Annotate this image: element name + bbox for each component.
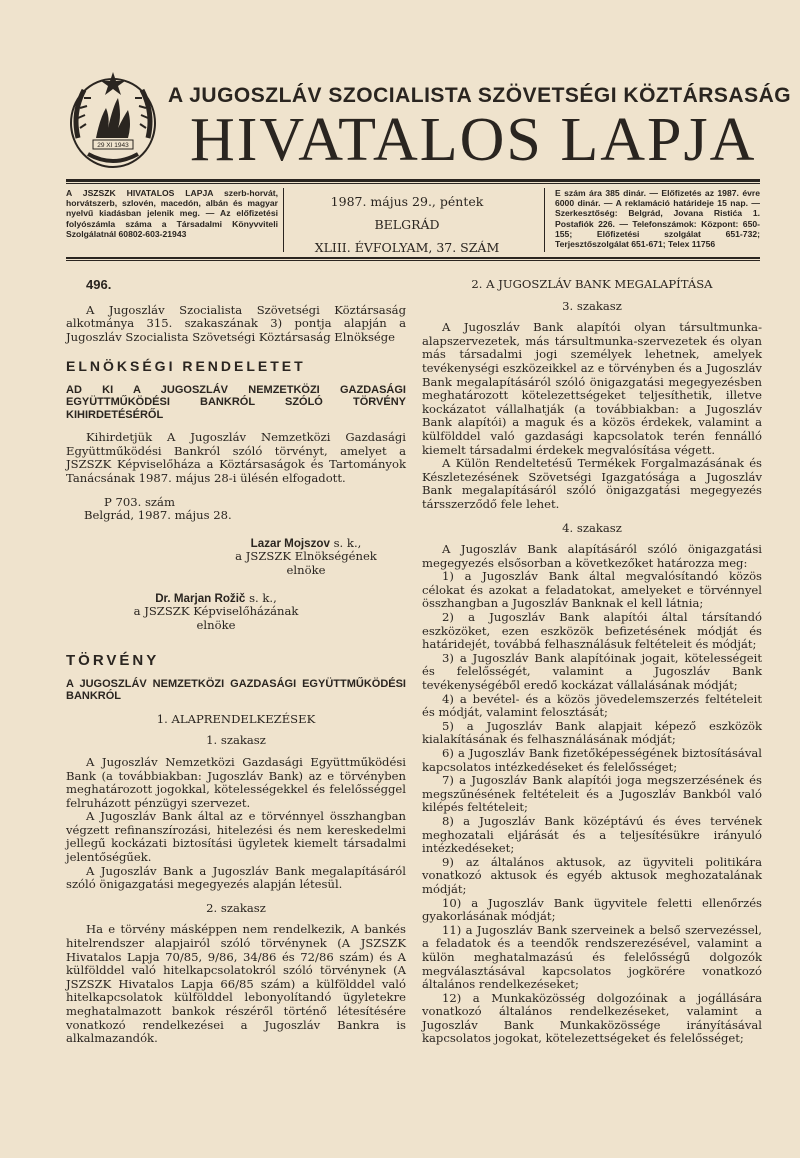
signature-block-2 <box>66 592 406 633</box>
section-heading: 2. szakasz <box>206 900 266 915</box>
signatory-role: elnöke <box>286 562 326 577</box>
section-heading: 4. szakasz <box>562 520 622 535</box>
gazette-title: HIVATALOS LAPJA <box>190 106 757 174</box>
intro-paragraph: A Jugoszláv Szocialista Szövetségi Köztársaság alkotmánya 315. szakaszának 3) pontja alapján a Jugoszláv Szocialista Szövetségi Köztársaság Elnöksége <box>66 302 406 344</box>
document-number: 496. <box>86 277 112 292</box>
issue-place: BELGRÁD <box>374 217 440 232</box>
decree-subtitle: AD KI A JUGOSZLÁV NEMZETKÖZI GAZDASÁGI EGYÜTTMŰKÖDÉSI BANKRÓL SZÓLÓ TÖRVÉNY KIHIRDETÉSÉRŐL <box>66 383 406 421</box>
decree-title: ELNÖKSÉGI RENDELETET <box>66 358 306 375</box>
publisher-title: A JUGOSZLÁV SZOCIALISTA SZÖVETSÉGI KÖZTÁRSASÁG <box>168 84 792 107</box>
divider <box>544 188 545 252</box>
list-item: 1) a Jugoszláv Bank által megvalósítandó közös célokat és azokat a feladatokat, amelyeket e törvénnyel összhangban a Jugoszláv Banknak el kell látnia; <box>422 569 762 611</box>
chapter-heading: 2. A JUGOSZLÁV BANK MEGALAPÍTÁSA <box>471 277 713 291</box>
left-column <box>66 272 406 1046</box>
paragraph: A Külön Rendeltetésű Termékek Forgalmazásának és Készletezésének Szövetségi Igazgatósága a Jugoszláv Bank megalapításáról szóló önigazgatási megegyezés társszerződő fele lehet. <box>422 456 762 511</box>
issue-date: 1987. május 29., péntek <box>330 194 484 209</box>
decree-text: Kihirdetjük A Jugoszláv Nemzetközi Gazdasági Együttműködési Bankról szóló törvényt, amelyet a JSZSZK Képviselőháza a Köztársaságok és Tartományok Tanácsának 1987. május 28-i ülésén elfogadott. <box>66 430 406 485</box>
provisions-list <box>422 570 762 1046</box>
state-emblem-icon <box>66 68 160 172</box>
divider <box>66 179 760 182</box>
list-item: 2) a Jugoszláv Bank alapítói által társítandó eszközöket, ezen eszközök befizetésének módját és határidejét, továbbá felhasználásuk feltételeit és módját; <box>422 610 762 652</box>
signatory-name: Dr. Marjan Rožič <box>155 591 246 605</box>
signatory-role: a JSZSZK Képviselőházának <box>133 604 299 619</box>
divider <box>66 257 760 259</box>
list-item: 12) a Munkaközösség dolgozóinak a jogállására vonatkozó általános rendelkezéseket, valamint a Jugoszláv Bank Munkaközössége irányításával kapcsolatos jogokat, kötelezettségeket és felelősséget; <box>422 990 762 1046</box>
list-item: 3) a Jugoszláv Bank alapítóinak jogait, kötelességeit és felelősségét, valamint a Jugoszláv Bank tevékenységéből eredő kockázat vállalásának módját; <box>422 650 762 693</box>
chapter-heading: 1. ALAPRENDELKEZÉSEK <box>156 711 316 726</box>
emblem-date-text: 29 XI 1943 <box>97 142 129 149</box>
paragraph: A Jugoszláv Bank alapításáról szóló önigazgatási megegyezés elsősorban a következőket határozza meg: <box>422 542 762 570</box>
list-item: 4) a bevétel- és a közös jövedelemszerzés feltételeit és módját, valamint felosztását; <box>422 691 762 720</box>
reference-number: P 703. szám <box>104 494 175 509</box>
list-item: 5) a Jugoszláv Bank alapjait képező eszközök kialakításának és felhasználásának módját; <box>422 718 762 747</box>
reference-date: Belgrád, 1987. május 28. <box>84 508 232 523</box>
signatory-role: a JSZSZK Elnökségének <box>235 549 377 564</box>
list-item: 11) a Jugoszláv Bank szerveinek a belső szervezéssel, a feladatok és a teendők rendszerezésével, valamint a külön meghatalmazású és felelősségű dolgozók megválasztásával kapcsolatos jogkörére vonatkozó általános rendelkezéseket; <box>422 922 762 992</box>
paragraph: A Jugoszláv Bank a Jugoszláv Bank megalapításáról szóló önigazgatási megegyezés alapján létesül. <box>66 863 406 892</box>
paragraph: A Jugoszláv Bank által az e törvénnyel összhangban végzett refinanszírozási, hitelezési és nem kereskedelmi jellegű kockázati biztosítási ügyletek kiemelt társadalmi jelentőségűek. <box>66 809 406 865</box>
paragraph: Ha e törvény másképpen nem rendelkezik, A bankés hitelrendszer alapjairól szóló törvénynek (A JSZSZK Hivatalos Lapja 70/85, 9/86, 34/86 és 72/86 szám) és A külfölddel való hitelkapcsolatokról szóló törvénynek (A JSZSZK Hivatalos Lapja 66/85 szám) a külfölddel való hitelkapcsolatok külfölddel lebonyolítandó ügyletekre meghatalmazott bankok részéről történő létesítésére vonatkozó rendelkezései a Jugoszláv Bankra is alkalmazandók. <box>66 922 406 1046</box>
divider <box>66 260 760 261</box>
paragraph: A Jugoszláv Bank alapítói olyan társultmunka-alapszervezetek, más társultmunka-szervezetek és olyan más társadalmi jogi személyek lehetnek, amelyek tevékenységi eszközeikkel az e törvényben és a Jugoszláv Bank megalapításáról szóló önigazgatási megegyezésben meghatározott kötelezettségeket teljesíthetik, illetve kockázatot vállalhatják (a továbbiakban: a Jugoszláv Bank alapítói) a maguk és a közös érdekek, valamint a külfölddel való gazdasági kapcsolatok terén fennálló kiemelt társadalmi érdekek megvalósítása végett. <box>422 320 762 457</box>
list-item: 10) a Jugoszláv Bank ügyvitele feletti ellenőrzés gyakorlásának módját; <box>422 895 762 924</box>
list-item: 7) a Jugoszláv Bank alapítói joga megszerzésének és megszűnésének feltételeit és a Jugoszláv Bankból való kilépés feltételeit; <box>422 773 762 815</box>
price-info: E szám ára 385 dinár. — Előfizetés az 1987. évre 6000 dinár. — A reklamáció határideje 15 nap. — Szerkesztőség: Belgrád, Jovana Ristića 1. Postafiók 226. — Telefonszámok: Központ: 650-155; Előfizetési szolgálat 651-732; Terjesztőszolgálat 651-671; Telex 11756 <box>555 188 760 250</box>
signatory-sk: s. k., <box>333 535 362 550</box>
divider <box>66 183 760 184</box>
subscription-info: A JSZSZK HIVATALOS LAPJA szerb-horvát, horvátszerb, szlovén, macedón, albán és magyar nyelvű kiadásban jelenik meg. — Az előfizetési folyószámla száma a Társadalmi Könyvviteli Szolgálatnál 60802-603-21943 <box>66 188 278 239</box>
law-title: TÖRVÉNY <box>66 652 160 670</box>
right-column <box>422 272 762 1046</box>
signatory-role: elnöke <box>196 617 236 632</box>
list-item: 9) az általános aktusok, az ügyviteli politikára vonatkozó aktusok és egyéb aktusok meghozatalának módját; <box>422 854 762 896</box>
list-item: 8) a Jugoszláv Bank középtávú és éves tervének meghozatali eljárását és a teljesítésükre irányuló intézkedéseket; <box>422 813 762 856</box>
signatory-sk: s. k., <box>249 590 277 605</box>
section-heading: 3. szakasz <box>562 298 622 313</box>
paragraph: A Jugoszláv Nemzetközi Gazdasági Együttműködési Bank (a továbbiakban: Jugoszláv Bank) az e törvényben meghatározott jogokkal, kötelességekkel és felelősséggel felruházott pénzügyi szervezet. <box>66 754 406 810</box>
section-heading: 1. szakasz <box>206 733 266 748</box>
issue-info <box>292 190 522 259</box>
divider <box>283 188 284 252</box>
signatory-name: Lazar Mojszov <box>250 536 330 550</box>
signature-block-1 <box>66 537 406 578</box>
list-item: 6) a Jugoszláv Bank fizetőképességének biztosításával kapcsolatos intézkedéseket és felelősséget; <box>422 746 762 774</box>
law-subtitle: A JUGOSZLÁV NEMZETKÖZI GAZDASÁGI EGYÜTTMŰKÖDÉSI BANKRÓL <box>66 677 406 703</box>
issue-volume: XLIII. ÉVFOLYAM, 37. SZÁM <box>314 240 500 255</box>
